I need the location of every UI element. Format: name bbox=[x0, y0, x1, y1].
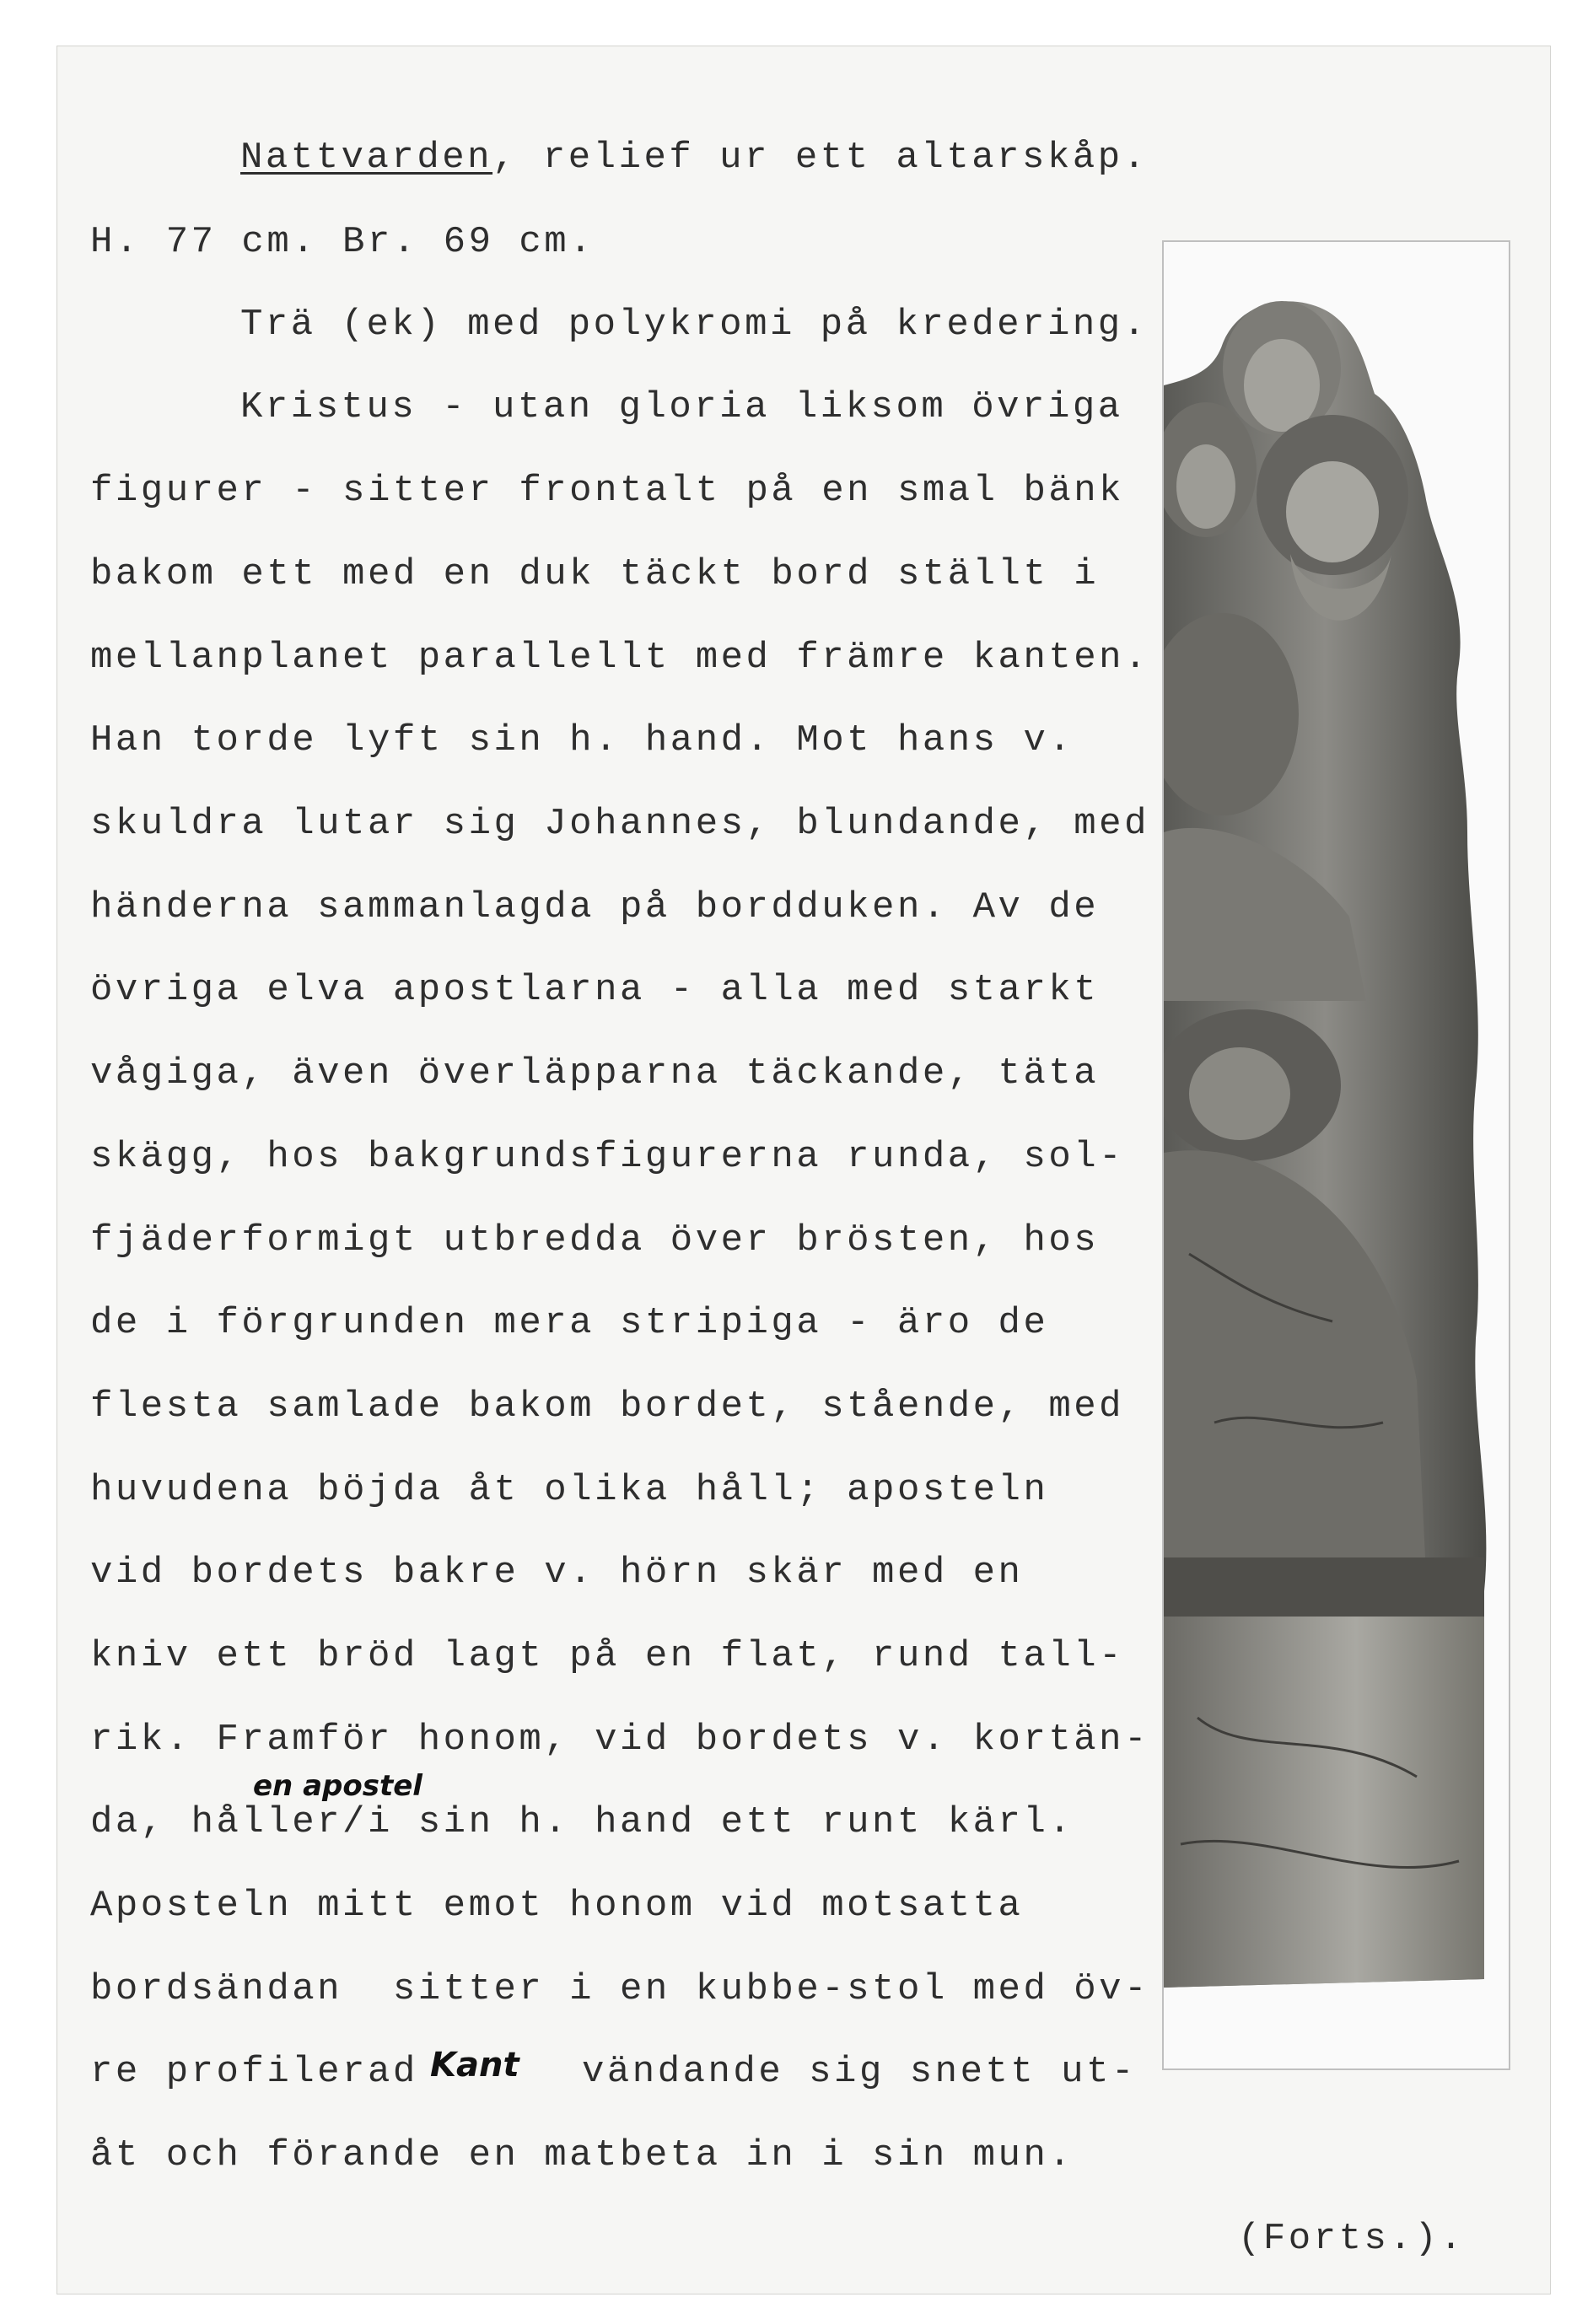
text-line: re profilerad bbox=[90, 2051, 418, 2093]
text-line: händerna sammanlagda på bordduken. Av de bbox=[90, 886, 1100, 928]
handwritten-word: Kant bbox=[430, 2046, 519, 2085]
text-line: da, håller/i sin h. hand ett runt kärl. bbox=[90, 1801, 1074, 1843]
text-line: åt och förande en matbeta in i sin mun. bbox=[90, 2134, 1074, 2176]
title-line bbox=[240, 137, 1149, 179]
text-line: figurer - sitter frontalt på en smal bänk bbox=[90, 470, 1125, 512]
text-line: kniv ett bröd lagt på en flat, rund tall- bbox=[90, 1635, 1125, 1677]
text-line: rik. Framför honom, vid bordets v. kortän- bbox=[90, 1719, 1149, 1761]
text-line: huvudena böjda åt olika håll; aposteln bbox=[90, 1469, 1049, 1511]
text-line: Trä (ek) med polykromi på kredering. bbox=[240, 304, 1149, 346]
continuation-note: (Forts.). bbox=[1238, 2218, 1466, 2260]
text-line: Kristus - utan gloria liksom övriga bbox=[240, 386, 1123, 428]
text-line: flesta samlade bakom bordet, stående, med bbox=[90, 1385, 1125, 1428]
text-line: övriga elva apostlarna - alla med starkt bbox=[90, 969, 1100, 1011]
text-line: skägg, hos bakgrundsfigurerna runda, sol- bbox=[90, 1136, 1125, 1178]
text-line: skuldra lutar sig Johannes, blundande, med bbox=[90, 803, 1149, 845]
text-line: H. 77 cm. Br. 69 cm. bbox=[90, 221, 595, 263]
text-line: Aposteln mitt emot honom vid motsatta bbox=[90, 1885, 1024, 1927]
text-line: vågiga, även överläpparna täckande, täta bbox=[90, 1052, 1100, 1095]
text-line: de i förgrunden mera stripiga - äro de bbox=[90, 1302, 1049, 1344]
relief-photo bbox=[1162, 240, 1510, 2070]
text-line: fjäderformigt utbredda över brösten, hos bbox=[90, 1219, 1100, 1262]
text-line: bakom ett med en duk täckt bord ställt i bbox=[90, 553, 1100, 595]
relief-carving-illustration bbox=[1164, 242, 1509, 2068]
text-line: mellanplanet parallellt med främre kanten. bbox=[90, 637, 1149, 679]
text-line: Han torde lyft sin h. hand. Mot hans v. bbox=[90, 719, 1074, 761]
handwritten-insertion: en apostel bbox=[253, 1769, 422, 1803]
text-line: vändande sig snett ut- bbox=[582, 2051, 1137, 2093]
text-line: vid bordets bakre v. hörn skär med en bbox=[90, 1552, 1024, 1594]
text-line: bordsändan sitter i en kubbe-stol med öv- bbox=[90, 1968, 1149, 2010]
title-underlined: Nattvarden bbox=[240, 137, 493, 179]
title-rest: , relief ur ett altarskåp. bbox=[492, 137, 1149, 179]
